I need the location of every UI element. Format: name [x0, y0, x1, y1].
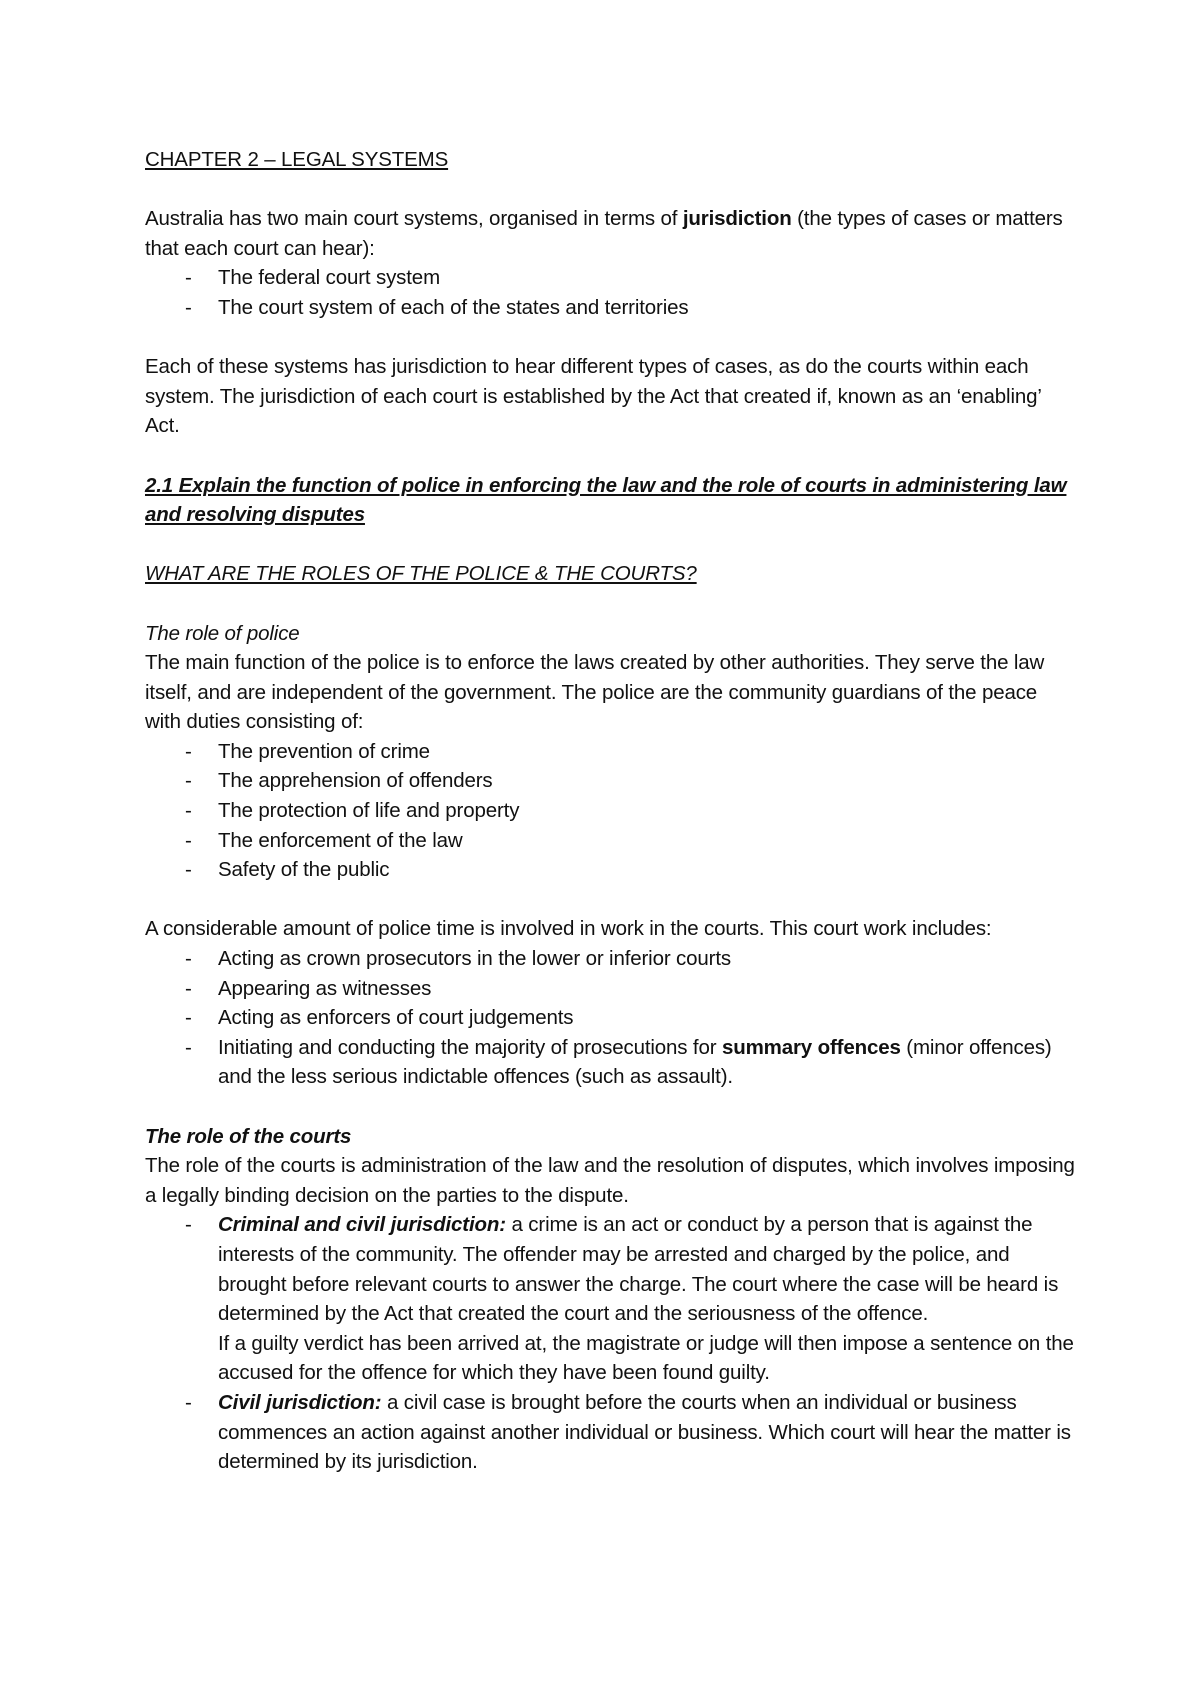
- list-item: - Acting as crown prosecutors in the lower or inferior courts: [145, 944, 1075, 974]
- courts-paragraph: The role of the courts is administration of the law and the resolution of disputes, which involves imposing a legally binding decision on the parties to the dispute.: [145, 1154, 1075, 1207]
- section-heading: WHAT ARE THE ROLES OF THE POLICE & THE COURTS?: [145, 562, 697, 586]
- court-systems-list: [145, 263, 1075, 322]
- list-item: - The prevention of crime: [145, 737, 1075, 767]
- spacer: [145, 175, 1075, 205]
- summary-offences-term: summary offences: [721, 1035, 901, 1059]
- police-paragraph: The main function of the police is to enforce the laws created by other authorities. They serve the law itself, and are independent of the government. The police are the community guardians of the peace with duties consisting of:: [145, 651, 1045, 734]
- list-item: - The enforcement of the law: [145, 826, 1075, 856]
- list-item: - The protection of life and property: [145, 796, 1075, 826]
- spacer: [145, 885, 1075, 915]
- court-work-paragraph: A considerable amount of police time is involved in work in the courts. This court work includes:: [145, 917, 992, 941]
- list-item: - Civil jurisdiction: a civil case is brought before the courts when an individual or business commences an action against another individual or business. Which court will hear the matter is determined by its jurisdiction.: [145, 1388, 1075, 1477]
- list-item: - Acting as enforcers of court judgements: [145, 1003, 1075, 1033]
- spacer: [145, 530, 1075, 560]
- spacer: [145, 589, 1075, 619]
- list-item: - The court system of each of the states and territories: [145, 293, 1075, 323]
- systems-paragraph: Each of these systems has jurisdiction to hear different types of cases, as do the courts within each system. The jurisdiction of each court is established by the Act that created if, known as an ‘enabling’ Act.: [145, 355, 1042, 438]
- intro-paragraph: Australia has two main court systems, organised in terms of jurisdiction (the types of cases or matters that each court can hear):: [145, 207, 1063, 260]
- courts-heading: The role of the courts: [145, 1124, 352, 1148]
- police-duties-list: [145, 737, 1075, 885]
- police-heading: The role of police: [145, 621, 300, 645]
- document-page: [145, 145, 1075, 1477]
- jurisdiction-list: [145, 1210, 1075, 1476]
- list-item: - Appearing as witnesses: [145, 974, 1075, 1004]
- spacer: [145, 323, 1075, 353]
- list-item: - Initiating and conducting the majority of prosecutions for summary offences (minor offences) and the less serious indictable offences (such as assault).: [145, 1033, 1075, 1092]
- spacer: [145, 441, 1075, 471]
- list-item: - The federal court system: [145, 263, 1075, 293]
- court-work-list: [145, 944, 1075, 1092]
- list-item: - Safety of the public: [145, 855, 1075, 885]
- criminal-jurisdiction-label: Criminal and civil jurisdiction:: [218, 1213, 506, 1237]
- list-item: - The apprehension of offenders: [145, 766, 1075, 796]
- civil-jurisdiction-label: Civil jurisdiction:: [218, 1390, 382, 1414]
- outcome-heading: 2.1 Explain the function of police in enforcing the law and the role of courts in administering law and resolving disputes: [145, 473, 1067, 527]
- jurisdiction-term: jurisdiction: [682, 207, 792, 231]
- list-item: - Criminal and civil jurisdiction: a crime is an act or conduct by a person that is against the interests of the community. The offender may be arrested and charged by the police, and brought before relevant courts to answer the charge. The court where the case will be heard is determined by the Act that created the court and the seriousness of the offence. If a guilty verdict has been arrived at, the magistrate or judge will then impose a sentence on the accused for the offence for which they have been found guilty.: [145, 1210, 1075, 1388]
- spacer: [145, 1092, 1075, 1122]
- chapter-title: CHAPTER 2 – LEGAL SYSTEMS: [145, 148, 449, 171]
